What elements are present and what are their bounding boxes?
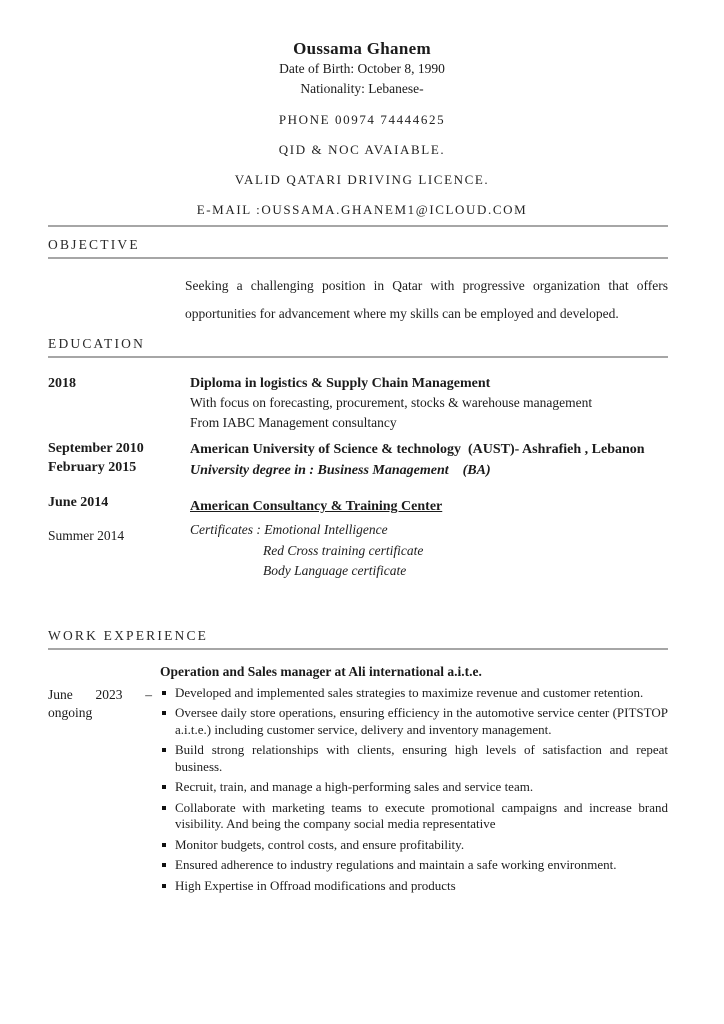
job-duty: Collaborate with marketing teams to execute promotional campaigns and increase brand visibility. And being the company social media representative xyxy=(160,800,668,833)
qid-noc-line: QID & NOC AVAIABLE. xyxy=(278,142,446,157)
job-date-year: 2023 xyxy=(95,686,123,702)
education-heading: EDUCATION xyxy=(48,336,668,358)
university-date-start: September 2010 xyxy=(48,441,144,456)
contact-block xyxy=(0,105,724,225)
date-of-birth: Date of Birth: October 8, 1990 xyxy=(279,61,445,76)
certificate-line-2: Red Cross training certificate xyxy=(263,542,424,558)
education-entry-diploma xyxy=(190,374,668,433)
job-title: Operation and Sales manager at Ali international a.i.t.e. xyxy=(160,663,482,679)
education-entry-training xyxy=(190,493,668,516)
certificate-line-1: Certificates : Emotional Intelligence xyxy=(190,522,388,537)
work-experience-section xyxy=(48,628,668,899)
university-date-end: February 2015 xyxy=(48,460,137,475)
job-entry xyxy=(48,664,668,899)
job-date-start xyxy=(48,686,160,704)
education-date-university xyxy=(48,439,190,481)
job-duties-list xyxy=(160,685,668,895)
university-degree: University degree in : Business Management (BA) xyxy=(190,463,491,478)
objective-heading: OBJECTIVE xyxy=(48,237,668,259)
job-date-month: June xyxy=(48,686,73,702)
diploma-detail-2: From IABC Management consultancy xyxy=(190,415,397,430)
driving-licence-line: VALID QATARI DRIVING LICENCE. xyxy=(234,172,490,187)
person-name: Oussama Ghanem xyxy=(293,39,431,58)
diploma-detail-1: With focus on forecasting, procurement, stocks & warehouse management xyxy=(190,395,593,410)
nationality: Nationality: Lebanese- xyxy=(300,81,424,96)
phone-line: PHONE 00974 74444625 xyxy=(278,112,446,127)
resume-header xyxy=(0,0,724,225)
education-date-certificates: Summer 2014 xyxy=(48,528,125,543)
education-date-diploma: 2018 xyxy=(48,376,76,391)
objective-section xyxy=(48,237,668,328)
job-duty: Monitor budgets, control costs, and ensure profitability. xyxy=(160,837,668,854)
university-title: American University of Science & technology (AUST)- Ashrafieh , Lebanon xyxy=(190,442,645,457)
education-entry-certificates xyxy=(190,520,668,582)
email-line: E-MAIL :OUSSAMA.GHANEM1@ICLOUD.COM xyxy=(196,202,528,217)
header-divider xyxy=(48,225,668,227)
diploma-title: Diploma in logistics & Supply Chain Management xyxy=(190,376,491,391)
job-duty: Ensured adherence to industry regulations and maintain a safe working environment. xyxy=(160,857,668,874)
job-date-dash: – xyxy=(145,686,152,702)
job-date-range xyxy=(48,664,160,899)
job-duty: Recruit, train, and manage a high-performing sales and service team. xyxy=(160,779,668,796)
job-details xyxy=(160,664,668,899)
education-date-training: June 2014 xyxy=(48,495,109,510)
certificate-line-3: Body Language certificate xyxy=(263,563,407,578)
job-duty: High Expertise in Offroad modifications and products xyxy=(160,878,668,895)
education-entry-university xyxy=(190,439,668,481)
job-duty: Oversee daily store operations, ensuring efficiency in the automotive service center (PITSTOP a.i.t.e.) including customer service, delivery and inventory management. xyxy=(160,705,668,738)
objective-text: Seeking a challenging position in Qatar with progressive organization that offers opportunities for advancement where my skills can be employed and developed. xyxy=(185,278,668,321)
job-date-end: ongoing xyxy=(48,704,93,720)
education-entries xyxy=(48,374,668,582)
training-center-title: American Consultancy & Training Center xyxy=(190,499,443,514)
education-section xyxy=(48,336,668,582)
work-experience-heading: WORK EXPERIENCE xyxy=(48,628,668,650)
job-duty: Build strong relationships with clients, ensuring high levels of satisfaction and repeat business. xyxy=(160,742,668,775)
job-duty: Developed and implemented sales strategies to maximize revenue and customer retention. xyxy=(160,685,668,702)
